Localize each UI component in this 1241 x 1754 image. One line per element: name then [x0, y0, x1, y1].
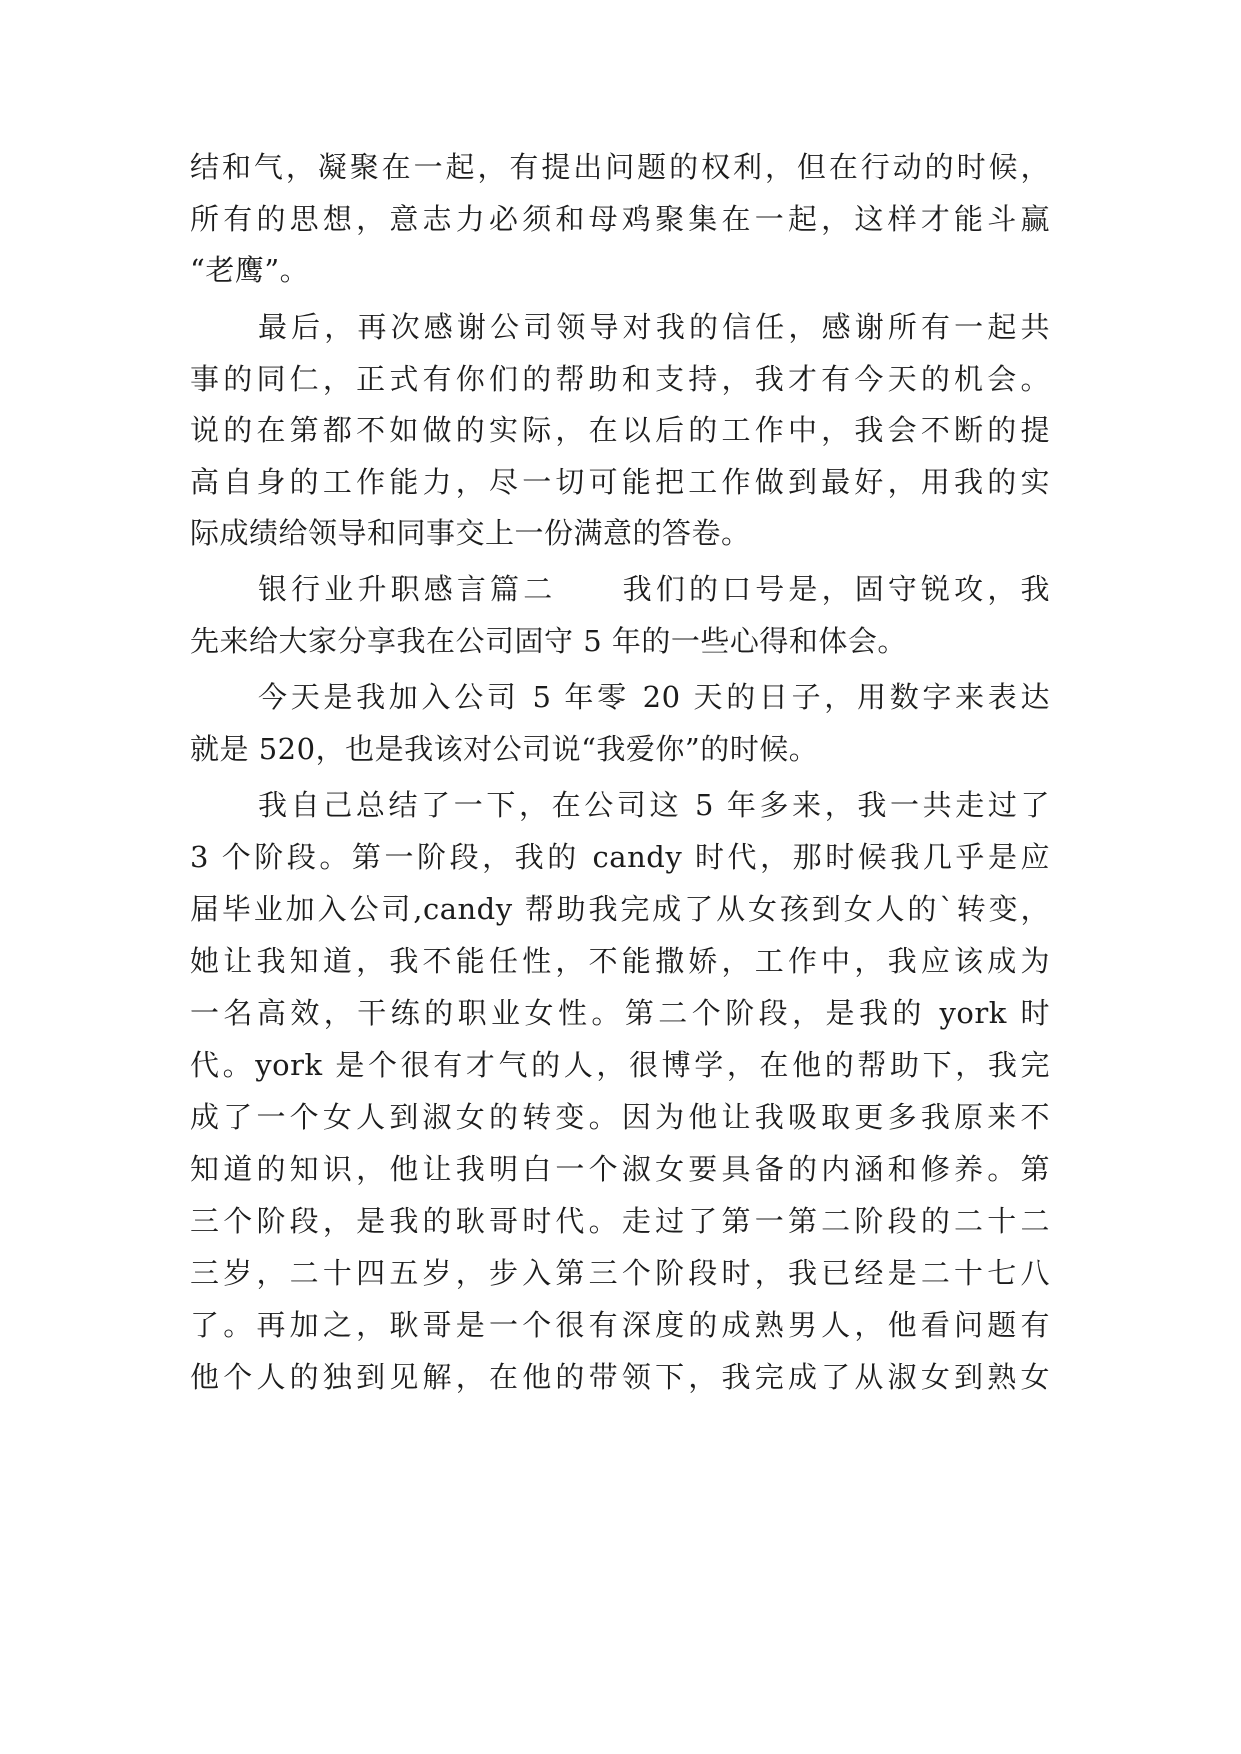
text-line-5: 事的同仁，正式有你们的帮助和支持，我才有今天的机会。	[190, 362, 1050, 396]
text-line-14: 3 个阶段。第一阶段，我的 candy 时代，那时候我几乎是应	[190, 840, 1050, 874]
text-line-11: 今天是我加入公司 5 年零 20 天的日子，用数字来表达	[258, 680, 1050, 714]
text-line-9: 银行业升职感言篇二 我们的口号是，固守锐攻，我	[258, 572, 1050, 606]
text-line-8: 际成绩给领导和同事交上一份满意的答卷。	[190, 516, 751, 550]
text-line-16: 她让我知道，我不能任性，不能撒娇，工作中，我应该成为	[190, 944, 1050, 978]
text-line-17: 一名高效，干练的职业女性。第二个阶段，是我的 york 时	[190, 996, 1050, 1030]
text-line-18: 代。york 是个很有才气的人，很博学，在他的帮助下，我完	[190, 1048, 1050, 1082]
text-line-22: 三岁，二十四五岁，步入第三个阶段时，我已经是二十七八	[190, 1256, 1050, 1290]
text-line-12: 就是 520，也是我该对公司说“我爱你”的时候。	[190, 732, 819, 766]
text-line-3: “老鹰”。	[190, 253, 310, 287]
text-line-7: 高自身的工作能力，尽一切可能把工作做到最好，用我的实	[190, 465, 1050, 499]
text-line-15: 届毕业加入公司,candy 帮助我完成了从女孩到女人的`转变，	[190, 892, 1050, 926]
text-line-2: 所有的思想，意志力必须和母鸡聚集在一起，这样才能斗赢	[190, 202, 1050, 236]
text-line-1: 结和气，凝聚在一起，有提出问题的权利，但在行动的时候，	[190, 150, 1050, 184]
text-line-23: 了。再加之，耿哥是一个很有深度的成熟男人，他看问题有	[190, 1308, 1050, 1342]
text-line-10: 先来给大家分享我在公司固守 5 年的一些心得和体会。	[190, 624, 907, 658]
text-line-19: 成了一个女人到淑女的转变。因为他让我吸取更多我原来不	[190, 1100, 1050, 1134]
text-line-20: 知道的知识，他让我明白一个淑女要具备的内涵和修养。第	[190, 1152, 1050, 1186]
text-line-6: 说的在第都不如做的实际，在以后的工作中，我会不断的提	[190, 413, 1050, 447]
text-line-24: 他个人的独到见解，在他的带领下，我完成了从淑女到熟女	[190, 1360, 1050, 1394]
text-line-4: 最后，再次感谢公司领导对我的信任，感谢所有一起共	[258, 310, 1050, 344]
text-line-21: 三个阶段，是我的耿哥时代。走过了第一第二阶段的二十二	[190, 1204, 1050, 1238]
text-line-13: 我自己总结了一下，在公司这 5 年多来，我一共走过了	[258, 788, 1050, 822]
